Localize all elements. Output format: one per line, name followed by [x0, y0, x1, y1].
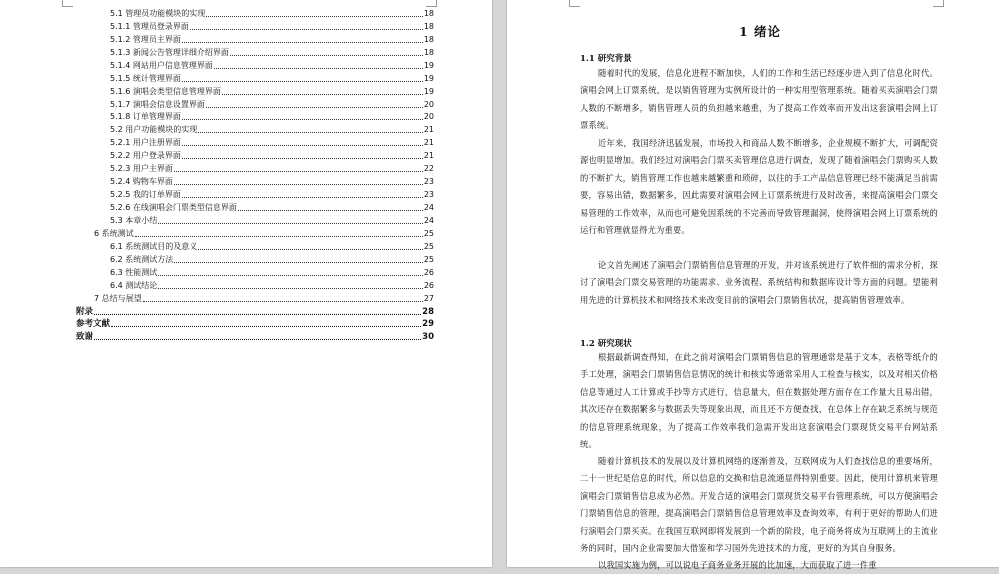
toc-entry[interactable]	[76, 45, 434, 58]
toc-leader-dots	[198, 249, 423, 250]
toc-leader-dots	[111, 326, 421, 327]
toc-entry-title: 6.4 测试结论	[110, 280, 158, 290]
toc-page-number: 24	[423, 203, 434, 212]
toc-page-number: 20	[423, 99, 434, 109]
toc-entry-title: 5.2.4 购物车界面	[110, 177, 173, 187]
toc-leader-dots	[182, 145, 423, 146]
toc-leader-dots	[214, 68, 423, 69]
toc-entry[interactable]	[76, 32, 434, 45]
toc-page-number: 23	[423, 190, 434, 200]
toc-entry[interactable]	[76, 291, 434, 304]
toc-leader-dots	[198, 132, 423, 133]
toc-entry-title: 5.1.6 演唱会类型信息管理界面	[110, 86, 221, 96]
toc-page-number: 21	[423, 138, 434, 148]
toc-entry-title: 5.1 管理员功能模块的实现	[110, 8, 206, 18]
toc-leader-dots	[182, 197, 423, 198]
toc-leader-dots	[143, 301, 423, 302]
toc-page-number: 27	[423, 293, 434, 303]
paragraph: 随着时代的发展，信息化进程不断加快，人们的工作和生活已经逐步进入到了信息化时代。演唱会网上订票系统，是以销售管理为实例所设计的一种实用型管理系统。随着买卖演唱会门票人数的不断增多，销售管理人员的负担越来越重，为了提高工作效率而开发出这套演唱会网上订票系统。	[580, 68, 938, 131]
toc-page-number: 25	[423, 241, 434, 251]
toc-entry[interactable]	[76, 213, 434, 226]
toc-leader-dots	[182, 81, 423, 82]
toc-entry[interactable]	[76, 304, 434, 317]
page-corner-mark	[62, 0, 73, 7]
section-heading: 1.2 研究现状	[580, 339, 632, 349]
toc-page	[0, 0, 492, 567]
toc-entry[interactable]	[76, 19, 434, 32]
toc-page-number: 26	[423, 267, 434, 277]
toc-leader-dots	[222, 94, 423, 95]
toc-entry-title: 6.3 性能测试	[110, 267, 158, 277]
toc-entry-title: 5.2.3 用户主界面	[110, 164, 173, 174]
toc-entry-title: 5.2.6 在线演唱会门票类型信息界面	[110, 203, 237, 212]
toc-entry[interactable]	[76, 84, 434, 97]
toc-entry-title: 5.1.8 订单管理界面	[110, 112, 181, 122]
toc-page-number: 30	[422, 332, 434, 343]
toc-entry-title: 5.1.1 管理员登录界面	[110, 21, 189, 31]
toc-entry-title: 5.1.4 网站用户信息管理界面	[110, 60, 213, 70]
toc-page-number: 19	[423, 86, 434, 96]
toc-entry[interactable]	[76, 6, 434, 19]
toc-page-number: 25	[423, 254, 434, 264]
chapter-title: 1 绪论	[738, 24, 782, 39]
toc-page-number: 23	[423, 177, 434, 187]
toc-entry[interactable]	[76, 187, 434, 200]
toc-entry[interactable]	[76, 329, 434, 342]
toc-entry-title: 5.1.5 统计管理界面	[110, 73, 181, 83]
toc-leader-dots	[238, 210, 423, 211]
toc-page-number: 22	[423, 164, 434, 174]
toc-entry[interactable]	[76, 252, 434, 265]
toc-entry[interactable]	[76, 97, 434, 110]
toc-entry[interactable]	[76, 226, 434, 239]
toc-leader-dots	[174, 184, 423, 185]
toc-leader-dots	[94, 314, 421, 315]
toc-entry[interactable]	[76, 265, 434, 278]
toc-entry[interactable]	[76, 317, 434, 330]
toc-entry-title: 5.2.5 我的订单界面	[110, 190, 181, 200]
toc-entry[interactable]	[76, 71, 434, 84]
toc-leader-dots	[182, 42, 423, 43]
paragraph: 随着计算机技术的发展以及计算机网络的逐渐普及，互联网成为人们查找信息的重要场所，二十一世纪是信息的时代，所以信息的交换和信息流通显得特别重要。因此，使用计算机来管理演唱会门票销售信息成为必然。开发合适的演唱会门票现货交易平台管理系统，可以方便演唱会门票销售信息的管理，提高演唱会门票销售信息管理效率及查询效率，有利于更好的帮助人们进行演唱会门票买卖。在我国互联网即将发展到一个新的阶段，电子商务将成为互联网上的主流业务的同时，国内企业需要加大借鉴和学习国外先进技术的力度，更好的为其自身服务。	[580, 456, 938, 554]
toc-entry-title: 6.2 系统测试方法	[110, 254, 174, 264]
toc-page-number: 28	[422, 306, 434, 317]
toc-page-number: 29	[422, 319, 434, 330]
toc-page-number: 19	[423, 73, 434, 83]
toc-leader-dots	[174, 171, 423, 172]
toc-page-number: 18	[423, 47, 434, 57]
toc-page-number: 21	[423, 151, 434, 161]
section-heading: 1.1 研究背景	[580, 54, 632, 64]
toc-entry[interactable]	[76, 200, 434, 213]
toc-leader-dots	[174, 262, 423, 263]
toc-leader-dots	[206, 16, 423, 17]
toc-entry-title: 7 总结与展望	[94, 293, 142, 303]
toc-page-number: 19	[423, 60, 434, 70]
toc-entry-title: 5.3 本章小结	[110, 215, 158, 225]
toc-leader-dots	[158, 223, 423, 224]
toc-leader-dots	[182, 119, 423, 120]
toc-entry[interactable]	[76, 122, 434, 135]
toc-page-number: 25	[423, 228, 434, 238]
paragraph: 论文首先阐述了演唱会门票销售信息管理的开发，并对该系统进行了软件细的需求分析，探讨了演唱会门票交易管理的功能需求、业务流程、系统结构和数据库设计等方面的问题。望能利用先进的计算机技术和网络技术来改变目前的演唱会门票销售状况，提高销售管理效率。	[580, 260, 938, 305]
toc-entry-title: 参考文献	[76, 319, 111, 330]
toc-entry-title: 5.1.2 管理员主界面	[110, 34, 181, 44]
toc-page-number: 18	[423, 8, 434, 18]
toc-entry-title: 5.2.1 用户注册界面	[110, 138, 181, 148]
toc-leader-dots	[158, 275, 423, 276]
toc-page-number: 18	[423, 21, 434, 31]
toc-leader-dots	[135, 236, 423, 237]
toc-entry[interactable]	[76, 148, 434, 161]
toc-page-number: 26	[423, 280, 434, 290]
toc-entry-title: 5.2 用户功能模块的实现	[110, 125, 198, 135]
toc-leader-dots	[206, 107, 423, 108]
toc-page-number: 18	[423, 34, 434, 44]
toc-entry[interactable]	[76, 110, 434, 123]
toc-leader-dots	[94, 339, 421, 340]
toc-page-number: 21	[423, 125, 434, 135]
toc-entry-title: 附录	[76, 306, 94, 317]
toc-entry[interactable]	[76, 239, 434, 252]
toc-entry[interactable]	[76, 58, 434, 71]
paragraph: 以我国实施为例，可以说电子商务业务开展的比加速，大而获取了进一件重	[598, 560, 877, 570]
table-of-contents	[76, 6, 434, 342]
toc-entry-title: 5.2.2 用户登录界面	[110, 151, 181, 161]
toc-entry[interactable]	[76, 278, 434, 291]
toc-page-number: 24	[423, 215, 434, 225]
page-corner-mark	[569, 0, 580, 7]
toc-leader-dots	[158, 288, 423, 289]
paragraph: 近年来，我国经济迅猛发展，市场投入和商品人数不断增多，企业规模不断扩大，可调配资源也明显增加。我们经过对演唱会门票买卖管理信息进行调查，发现了随着演唱会门票购买人数的不断扩大，销售管理工作也越来越繁重和琐碎，以往的手工产品信息管理已经不能满足当前需要，容易出错，数据繁多，因此需要对演唱会网上订票系统进行及时改善，来提高演唱会门票交易管理的工作效率，从而也可避免因系统的不完善而导致管理漏洞，使得演唱会网上订票系统的运行和管理就显得尤为重要。	[580, 138, 938, 236]
toc-page-number: 20	[423, 112, 434, 122]
toc-entry-title: 5.1.7 演唱会信息设置界面	[110, 99, 205, 109]
toc-leader-dots	[230, 55, 423, 56]
page-corner-mark	[933, 0, 944, 7]
toc-entry-title: 致谢	[76, 332, 94, 343]
toc-entry-title: 6.1 系统测试目的及意义	[110, 241, 198, 251]
paragraph: 根据最新调查得知，在此之前对演唱会门票销售信息的管理通常是基于文本，表格等纸介的手工处理，演唱会门票销售信息情况的统计和核实等通常采用人工检查与核实，以及对相关价格信息等通过人工计算或手抄等方式进行，信息量大，但在数据处理方面存在工作量大且易出错，其次还存在数据繁多与数据丢失等现象出现，而且还不方便查找，在总体上存在缺乏系统与规范的信息管理系统现象，为了提高工作效率我们急需开发出这套演唱会门票现货交易平台网站系统。	[580, 352, 938, 450]
toc-leader-dots	[190, 29, 423, 30]
toc-entry-title: 5.1.3 新闻公告管理详细介绍界面	[110, 47, 229, 57]
toc-entry[interactable]	[76, 135, 434, 148]
toc-leader-dots	[182, 158, 423, 159]
toc-entry[interactable]	[76, 161, 434, 174]
toc-entry-title: 6 系统测试	[94, 228, 134, 238]
toc-entry[interactable]	[76, 174, 434, 187]
